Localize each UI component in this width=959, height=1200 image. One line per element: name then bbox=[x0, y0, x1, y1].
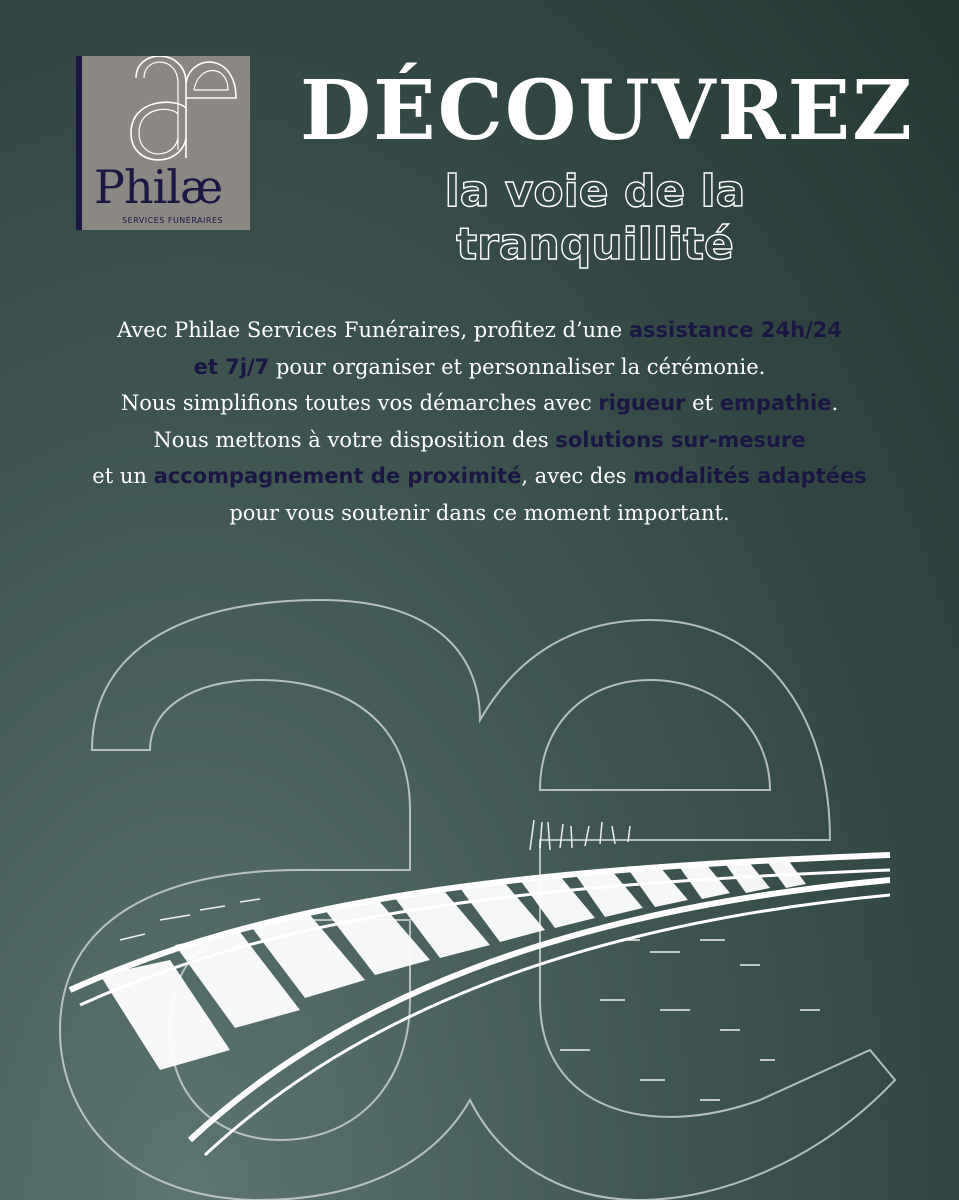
railway-tracks-illustration bbox=[0, 580, 959, 1200]
page-subtitle: la voie de la tranquillité bbox=[444, 166, 746, 270]
body-line-2: et 7j/7 pour organiser et personnaliser la cérémonie. bbox=[193, 354, 766, 379]
body-line-6: pour vous soutenir dans ce moment important. bbox=[229, 500, 730, 525]
highlight-7j7: et 7j/7 bbox=[193, 354, 270, 379]
highlight-modalites: modalités adaptées bbox=[633, 464, 867, 488]
highlight-assistance: assistance 24h/24 bbox=[628, 318, 842, 342]
highlight-empathie: empathie bbox=[719, 391, 832, 415]
logo-accent-bar bbox=[76, 56, 82, 230]
brand-name: Philæ bbox=[94, 160, 223, 214]
body-line-3: Nous simplifions toutes vos démarches avec rigueur et empathie. bbox=[120, 391, 839, 415]
highlight-solutions: solutions sur-mesure bbox=[555, 427, 806, 452]
body-line-5: et un accompagnement de proximité, avec des modalités adaptées bbox=[92, 464, 867, 488]
brand-logo bbox=[76, 56, 250, 230]
body-line-4: Nous mettons à votre disposition des solutions sur-mesure bbox=[153, 427, 806, 452]
page-title: DÉCOUVREZ bbox=[300, 63, 914, 159]
body-paragraph bbox=[40, 312, 919, 531]
sleepers bbox=[100, 860, 806, 1070]
highlight-rigueur: rigueur bbox=[598, 391, 686, 415]
body-line-1: Avec Philae Services Funéraires, profitez d’une assistance 24h/24 bbox=[117, 318, 842, 342]
highlight-accompagnement: accompagnement de proximité bbox=[153, 464, 522, 488]
brand-tagline: SERVICES FUNÉRAIRES bbox=[122, 216, 224, 225]
